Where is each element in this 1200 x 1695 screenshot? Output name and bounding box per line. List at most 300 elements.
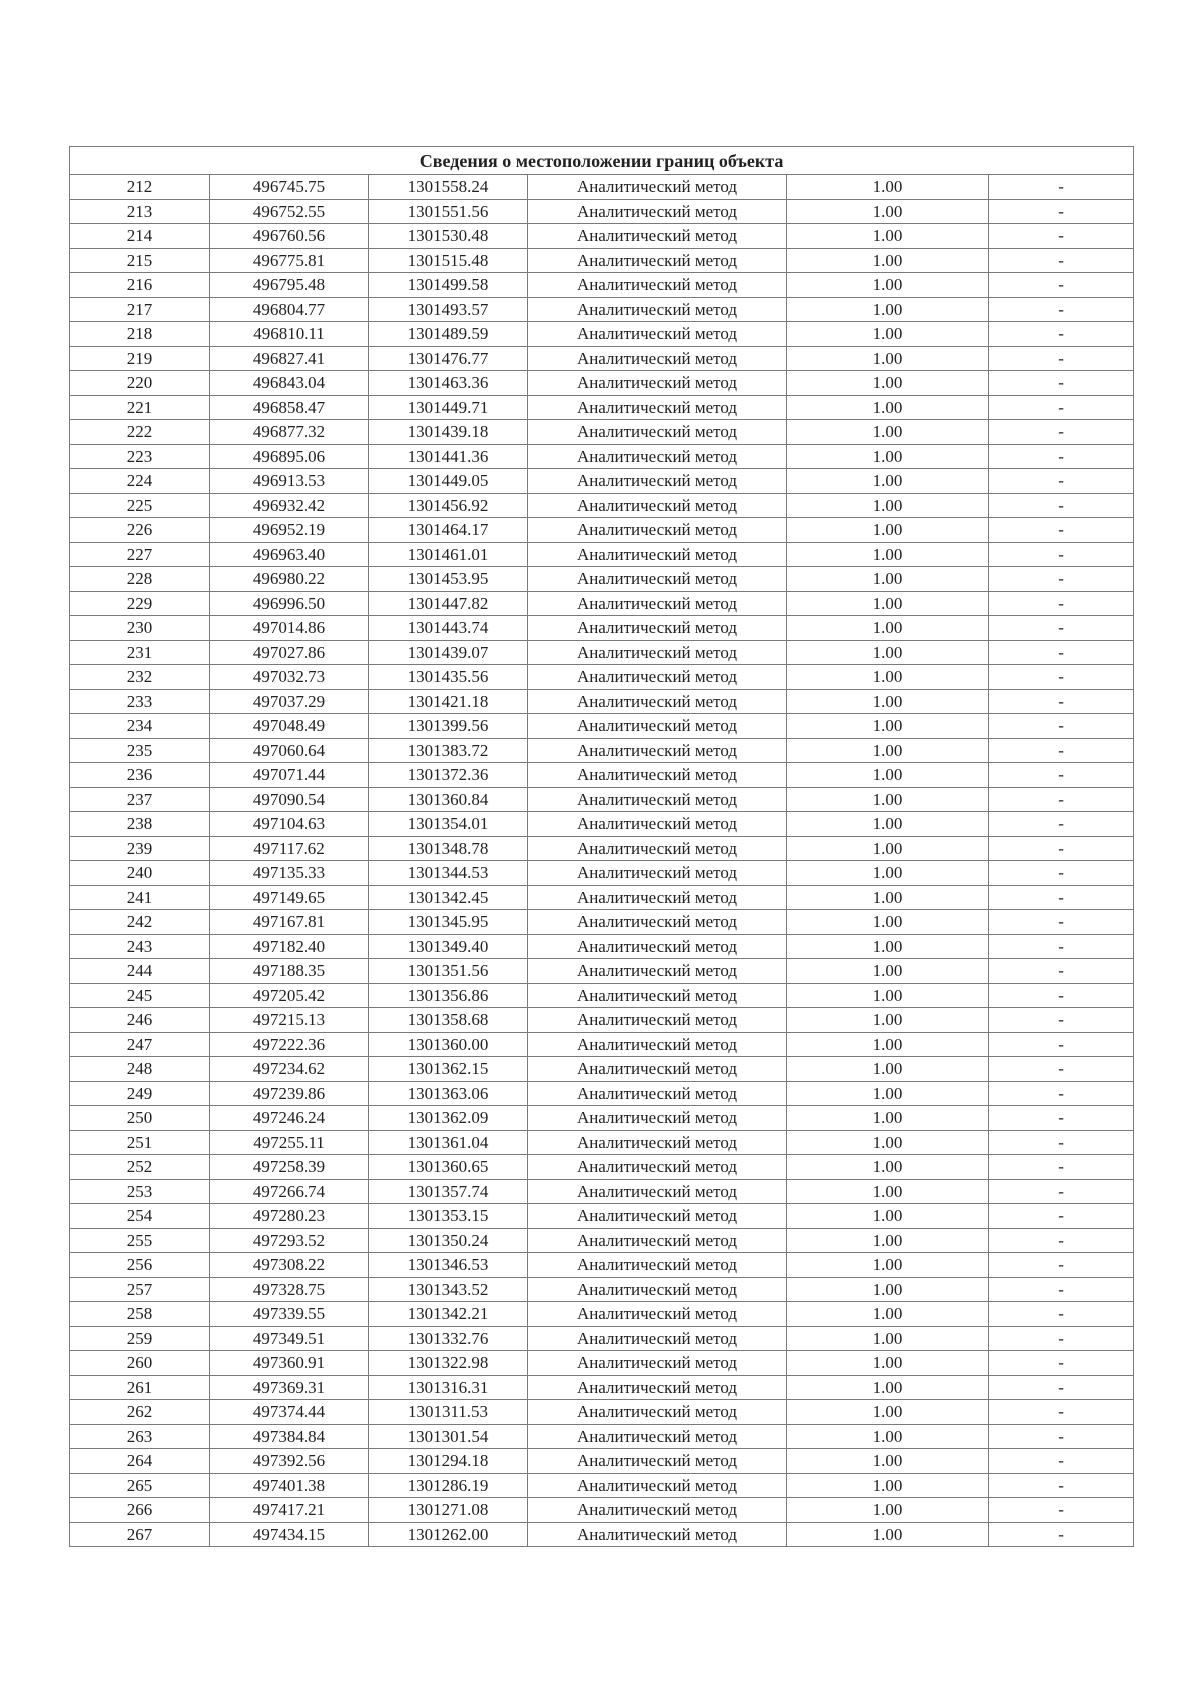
- cell-method: Аналитический метод: [528, 665, 787, 690]
- cell-description: -: [989, 1326, 1134, 1351]
- table-row: [70, 665, 1134, 690]
- cell-coord-y: 1301515.48: [369, 248, 528, 273]
- cell-method: Аналитический метод: [528, 493, 787, 518]
- cell-coord-x: 497032.73: [210, 665, 369, 690]
- table-row: [70, 1081, 1134, 1106]
- cell-coord-y: 1301360.84: [369, 787, 528, 812]
- cell-coord-y: 1301354.01: [369, 812, 528, 837]
- cell-coord-y: 1301344.53: [369, 861, 528, 886]
- cell-accuracy: 1.00: [787, 1277, 989, 1302]
- cell-point-number: 215: [70, 248, 210, 273]
- table-row: [70, 1302, 1134, 1327]
- cell-coord-y: 1301346.53: [369, 1253, 528, 1278]
- cell-coord-x: 497048.49: [210, 714, 369, 739]
- table-row: [70, 812, 1134, 837]
- cell-coord-y: 1301461.01: [369, 542, 528, 567]
- cell-coord-x: 497071.44: [210, 763, 369, 788]
- cell-coord-x: 497090.54: [210, 787, 369, 812]
- cell-description: -: [989, 910, 1134, 935]
- cell-coord-y: 1301499.58: [369, 273, 528, 298]
- cell-coord-x: 497246.24: [210, 1106, 369, 1131]
- cell-accuracy: 1.00: [787, 934, 989, 959]
- cell-description: -: [989, 395, 1134, 420]
- cell-point-number: 232: [70, 665, 210, 690]
- table-row: [70, 248, 1134, 273]
- cell-method: Аналитический метод: [528, 885, 787, 910]
- table-row: [70, 591, 1134, 616]
- cell-description: -: [989, 297, 1134, 322]
- cell-point-number: 212: [70, 175, 210, 200]
- cell-coord-y: 1301322.98: [369, 1351, 528, 1376]
- cell-accuracy: 1.00: [787, 469, 989, 494]
- cell-accuracy: 1.00: [787, 1081, 989, 1106]
- cell-point-number: 256: [70, 1253, 210, 1278]
- cell-coord-x: 497417.21: [210, 1498, 369, 1523]
- cell-point-number: 260: [70, 1351, 210, 1376]
- cell-method: Аналитический метод: [528, 763, 787, 788]
- cell-point-number: 224: [70, 469, 210, 494]
- table-row: [70, 1057, 1134, 1082]
- cell-coord-y: 1301363.06: [369, 1081, 528, 1106]
- cell-method: Аналитический метод: [528, 273, 787, 298]
- cell-accuracy: 1.00: [787, 444, 989, 469]
- cell-method: Аналитический метод: [528, 224, 787, 249]
- cell-coord-y: 1301399.56: [369, 714, 528, 739]
- cell-description: -: [989, 1473, 1134, 1498]
- cell-point-number: 227: [70, 542, 210, 567]
- table-row: [70, 518, 1134, 543]
- cell-coord-x: 497104.63: [210, 812, 369, 837]
- cell-description: -: [989, 1008, 1134, 1033]
- cell-description: -: [989, 1130, 1134, 1155]
- cell-description: -: [989, 273, 1134, 298]
- table-row: [70, 1498, 1134, 1523]
- cell-coord-y: 1301360.00: [369, 1032, 528, 1057]
- cell-accuracy: 1.00: [787, 322, 989, 347]
- cell-method: Аналитический метод: [528, 444, 787, 469]
- cell-method: Аналитический метод: [528, 1351, 787, 1376]
- table-row: [70, 738, 1134, 763]
- cell-coord-y: 1301356.86: [369, 983, 528, 1008]
- cell-method: Аналитический метод: [528, 1400, 787, 1425]
- cell-method: Аналитический метод: [528, 714, 787, 739]
- cell-description: -: [989, 787, 1134, 812]
- cell-description: -: [989, 1179, 1134, 1204]
- cell-method: Аналитический метод: [528, 518, 787, 543]
- cell-coord-x: 496895.06: [210, 444, 369, 469]
- cell-point-number: 231: [70, 640, 210, 665]
- cell-coord-y: 1301348.78: [369, 836, 528, 861]
- cell-accuracy: 1.00: [787, 346, 989, 371]
- cell-coord-y: 1301383.72: [369, 738, 528, 763]
- cell-accuracy: 1.00: [787, 1057, 989, 1082]
- cell-method: Аналитический метод: [528, 1081, 787, 1106]
- table-row: [70, 1228, 1134, 1253]
- cell-coord-x: 497215.13: [210, 1008, 369, 1033]
- cell-coord-y: 1301372.36: [369, 763, 528, 788]
- cell-point-number: 252: [70, 1155, 210, 1180]
- cell-coord-y: 1301449.71: [369, 395, 528, 420]
- table-row: [70, 885, 1134, 910]
- cell-point-number: 263: [70, 1424, 210, 1449]
- cell-accuracy: 1.00: [787, 665, 989, 690]
- cell-description: -: [989, 1400, 1134, 1425]
- cell-coord-x: 497308.22: [210, 1253, 369, 1278]
- table-row: [70, 1400, 1134, 1425]
- cell-point-number: 219: [70, 346, 210, 371]
- table-row: [70, 1522, 1134, 1547]
- cell-method: Аналитический метод: [528, 959, 787, 984]
- cell-coord-x: 497239.86: [210, 1081, 369, 1106]
- cell-point-number: 228: [70, 567, 210, 592]
- cell-coord-y: 1301551.56: [369, 199, 528, 224]
- cell-description: -: [989, 1375, 1134, 1400]
- table-row: [70, 1032, 1134, 1057]
- cell-description: -: [989, 714, 1134, 739]
- cell-accuracy: 1.00: [787, 763, 989, 788]
- cell-coord-x: 497060.64: [210, 738, 369, 763]
- cell-point-number: 237: [70, 787, 210, 812]
- table-row: [70, 444, 1134, 469]
- cell-description: -: [989, 861, 1134, 886]
- cell-coord-x: 497360.91: [210, 1351, 369, 1376]
- table-row: [70, 199, 1134, 224]
- table-row: [70, 1155, 1134, 1180]
- cell-method: Аналитический метод: [528, 1522, 787, 1547]
- table-row: [70, 322, 1134, 347]
- cell-accuracy: 1.00: [787, 542, 989, 567]
- cell-method: Аналитический метод: [528, 983, 787, 1008]
- cell-coord-y: 1301435.56: [369, 665, 528, 690]
- cell-point-number: 247: [70, 1032, 210, 1057]
- cell-accuracy: 1.00: [787, 910, 989, 935]
- cell-coord-x: 497222.36: [210, 1032, 369, 1057]
- cell-accuracy: 1.00: [787, 420, 989, 445]
- table-row: [70, 1473, 1134, 1498]
- cell-accuracy: 1.00: [787, 1424, 989, 1449]
- table-row: [70, 959, 1134, 984]
- cell-method: Аналитический метод: [528, 1155, 787, 1180]
- cell-description: -: [989, 763, 1134, 788]
- cell-description: -: [989, 469, 1134, 494]
- cell-description: -: [989, 1424, 1134, 1449]
- cell-accuracy: 1.00: [787, 1326, 989, 1351]
- cell-point-number: 245: [70, 983, 210, 1008]
- cell-accuracy: 1.00: [787, 1522, 989, 1547]
- cell-point-number: 233: [70, 689, 210, 714]
- cell-method: Аналитический метод: [528, 1424, 787, 1449]
- cell-accuracy: 1.00: [787, 1008, 989, 1033]
- cell-coord-y: 1301349.40: [369, 934, 528, 959]
- cell-accuracy: 1.00: [787, 1400, 989, 1425]
- cell-coord-x: 496843.04: [210, 371, 369, 396]
- cell-description: -: [989, 665, 1134, 690]
- cell-point-number: 259: [70, 1326, 210, 1351]
- cell-method: Аналитический метод: [528, 420, 787, 445]
- cell-coord-x: 496810.11: [210, 322, 369, 347]
- table-row: [70, 395, 1134, 420]
- cell-accuracy: 1.00: [787, 297, 989, 322]
- table-row: [70, 763, 1134, 788]
- cell-description: -: [989, 1155, 1134, 1180]
- cell-accuracy: 1.00: [787, 1032, 989, 1057]
- cell-coord-y: 1301441.36: [369, 444, 528, 469]
- cell-description: -: [989, 934, 1134, 959]
- cell-description: -: [989, 371, 1134, 396]
- table-row: [70, 175, 1134, 200]
- table-row: [70, 714, 1134, 739]
- cell-coord-y: 1301530.48: [369, 224, 528, 249]
- table-row: [70, 371, 1134, 396]
- cell-coord-y: 1301360.65: [369, 1155, 528, 1180]
- cell-accuracy: 1.00: [787, 861, 989, 886]
- cell-coord-y: 1301449.05: [369, 469, 528, 494]
- table-row: [70, 1375, 1134, 1400]
- cell-coord-x: 497339.55: [210, 1302, 369, 1327]
- cell-description: -: [989, 1032, 1134, 1057]
- cell-coord-y: 1301558.24: [369, 175, 528, 200]
- cell-point-number: 226: [70, 518, 210, 543]
- cell-accuracy: 1.00: [787, 640, 989, 665]
- cell-point-number: 236: [70, 763, 210, 788]
- cell-description: -: [989, 836, 1134, 861]
- cell-coord-y: 1301345.95: [369, 910, 528, 935]
- cell-coord-x: 497280.23: [210, 1204, 369, 1229]
- boundary-coordinates-table: [69, 146, 1134, 1547]
- table-row: [70, 542, 1134, 567]
- cell-point-number: 229: [70, 591, 210, 616]
- cell-coord-y: 1301493.57: [369, 297, 528, 322]
- cell-accuracy: 1.00: [787, 787, 989, 812]
- cell-coord-y: 1301316.31: [369, 1375, 528, 1400]
- table-row: [70, 1277, 1134, 1302]
- cell-accuracy: 1.00: [787, 1106, 989, 1131]
- cell-accuracy: 1.00: [787, 616, 989, 641]
- cell-point-number: 255: [70, 1228, 210, 1253]
- cell-coord-x: 497258.39: [210, 1155, 369, 1180]
- cell-description: -: [989, 1522, 1134, 1547]
- cell-point-number: 242: [70, 910, 210, 935]
- cell-coord-x: 497182.40: [210, 934, 369, 959]
- cell-method: Аналитический метод: [528, 322, 787, 347]
- cell-accuracy: 1.00: [787, 714, 989, 739]
- cell-method: Аналитический метод: [528, 738, 787, 763]
- cell-description: -: [989, 616, 1134, 641]
- cell-coord-x: 497167.81: [210, 910, 369, 935]
- cell-coord-x: 496932.42: [210, 493, 369, 518]
- cell-coord-y: 1301464.17: [369, 518, 528, 543]
- cell-accuracy: 1.00: [787, 273, 989, 298]
- table-row: [70, 567, 1134, 592]
- cell-point-number: 241: [70, 885, 210, 910]
- cell-point-number: 239: [70, 836, 210, 861]
- cell-coord-x: 497027.86: [210, 640, 369, 665]
- cell-method: Аналитический метод: [528, 567, 787, 592]
- cell-coord-x: 497392.56: [210, 1449, 369, 1474]
- cell-method: Аналитический метод: [528, 1253, 787, 1278]
- cell-point-number: 253: [70, 1179, 210, 1204]
- cell-coord-y: 1301294.18: [369, 1449, 528, 1474]
- cell-coord-x: 496877.32: [210, 420, 369, 445]
- cell-coord-y: 1301301.54: [369, 1424, 528, 1449]
- cell-description: -: [989, 1277, 1134, 1302]
- cell-accuracy: 1.00: [787, 689, 989, 714]
- cell-method: Аналитический метод: [528, 616, 787, 641]
- cell-method: Аналитический метод: [528, 1302, 787, 1327]
- table-row: [70, 640, 1134, 665]
- cell-description: -: [989, 420, 1134, 445]
- cell-description: -: [989, 567, 1134, 592]
- cell-point-number: 223: [70, 444, 210, 469]
- cell-accuracy: 1.00: [787, 1179, 989, 1204]
- cell-accuracy: 1.00: [787, 1351, 989, 1376]
- cell-description: -: [989, 248, 1134, 273]
- cell-description: -: [989, 959, 1134, 984]
- table-row: [70, 273, 1134, 298]
- cell-accuracy: 1.00: [787, 1473, 989, 1498]
- cell-method: Аналитический метод: [528, 469, 787, 494]
- cell-coord-x: 497434.15: [210, 1522, 369, 1547]
- cell-description: -: [989, 1228, 1134, 1253]
- cell-coord-x: 497266.74: [210, 1179, 369, 1204]
- cell-coord-y: 1301311.53: [369, 1400, 528, 1425]
- cell-method: Аналитический метод: [528, 640, 787, 665]
- cell-point-number: 265: [70, 1473, 210, 1498]
- cell-coord-x: 496827.41: [210, 346, 369, 371]
- cell-coord-y: 1301463.36: [369, 371, 528, 396]
- cell-accuracy: 1.00: [787, 1449, 989, 1474]
- table-row: [70, 1253, 1134, 1278]
- table-row: [70, 1179, 1134, 1204]
- cell-coord-y: 1301362.09: [369, 1106, 528, 1131]
- cell-description: -: [989, 1106, 1134, 1131]
- cell-coord-x: 496963.40: [210, 542, 369, 567]
- cell-coord-x: 496795.48: [210, 273, 369, 298]
- table-row: [70, 224, 1134, 249]
- cell-accuracy: 1.00: [787, 1302, 989, 1327]
- table-row: [70, 1204, 1134, 1229]
- cell-point-number: 216: [70, 273, 210, 298]
- cell-accuracy: 1.00: [787, 1204, 989, 1229]
- cell-description: -: [989, 518, 1134, 543]
- cell-coord-x: 496980.22: [210, 567, 369, 592]
- cell-method: Аналитический метод: [528, 1375, 787, 1400]
- cell-coord-y: 1301456.92: [369, 493, 528, 518]
- cell-point-number: 264: [70, 1449, 210, 1474]
- cell-point-number: 230: [70, 616, 210, 641]
- table-row: [70, 1106, 1134, 1131]
- cell-coord-x: 497374.44: [210, 1400, 369, 1425]
- cell-description: -: [989, 1351, 1134, 1376]
- cell-method: Аналитический метод: [528, 1228, 787, 1253]
- table-row: [70, 689, 1134, 714]
- cell-accuracy: 1.00: [787, 1375, 989, 1400]
- cell-method: Аналитический метод: [528, 934, 787, 959]
- cell-accuracy: 1.00: [787, 248, 989, 273]
- cell-point-number: 222: [70, 420, 210, 445]
- cell-coord-y: 1301489.59: [369, 322, 528, 347]
- cell-point-number: 249: [70, 1081, 210, 1106]
- cell-coord-y: 1301286.19: [369, 1473, 528, 1498]
- cell-coord-y: 1301362.15: [369, 1057, 528, 1082]
- cell-method: Аналитический метод: [528, 1326, 787, 1351]
- cell-point-number: 234: [70, 714, 210, 739]
- cell-coord-y: 1301342.45: [369, 885, 528, 910]
- cell-coord-x: 496745.75: [210, 175, 369, 200]
- cell-coord-x: 497135.33: [210, 861, 369, 886]
- cell-description: -: [989, 1057, 1134, 1082]
- table-row: [70, 934, 1134, 959]
- cell-description: -: [989, 542, 1134, 567]
- cell-point-number: 220: [70, 371, 210, 396]
- cell-point-number: 217: [70, 297, 210, 322]
- cell-method: Аналитический метод: [528, 371, 787, 396]
- cell-coord-x: 497349.51: [210, 1326, 369, 1351]
- cell-point-number: 246: [70, 1008, 210, 1033]
- cell-method: Аналитический метод: [528, 1032, 787, 1057]
- cell-coord-x: 497234.62: [210, 1057, 369, 1082]
- cell-accuracy: 1.00: [787, 885, 989, 910]
- cell-coord-x: 497149.65: [210, 885, 369, 910]
- table-row: [70, 420, 1134, 445]
- cell-description: -: [989, 444, 1134, 469]
- table-row: [70, 297, 1134, 322]
- cell-method: Аналитический метод: [528, 542, 787, 567]
- cell-point-number: 257: [70, 1277, 210, 1302]
- cell-accuracy: 1.00: [787, 175, 989, 200]
- cell-point-number: 266: [70, 1498, 210, 1523]
- table-row: [70, 1351, 1134, 1376]
- cell-description: -: [989, 1302, 1134, 1327]
- cell-accuracy: 1.00: [787, 371, 989, 396]
- cell-point-number: 262: [70, 1400, 210, 1425]
- cell-accuracy: 1.00: [787, 836, 989, 861]
- cell-description: -: [989, 885, 1134, 910]
- cell-method: Аналитический метод: [528, 395, 787, 420]
- cell-coord-x: 496996.50: [210, 591, 369, 616]
- cell-method: Аналитический метод: [528, 1277, 787, 1302]
- cell-accuracy: 1.00: [787, 1155, 989, 1180]
- table-row: [70, 1326, 1134, 1351]
- cell-method: Аналитический метод: [528, 1057, 787, 1082]
- cell-method: Аналитический метод: [528, 1473, 787, 1498]
- cell-description: -: [989, 1081, 1134, 1106]
- cell-method: Аналитический метод: [528, 199, 787, 224]
- cell-method: Аналитический метод: [528, 1130, 787, 1155]
- cell-accuracy: 1.00: [787, 518, 989, 543]
- cell-point-number: 267: [70, 1522, 210, 1547]
- cell-method: Аналитический метод: [528, 1449, 787, 1474]
- cell-coord-x: 497401.38: [210, 1473, 369, 1498]
- cell-coord-x: 497328.75: [210, 1277, 369, 1302]
- cell-accuracy: 1.00: [787, 1498, 989, 1523]
- cell-description: -: [989, 224, 1134, 249]
- cell-point-number: 225: [70, 493, 210, 518]
- cell-description: -: [989, 812, 1134, 837]
- cell-coord-x: 496752.55: [210, 199, 369, 224]
- cell-description: -: [989, 738, 1134, 763]
- cell-description: -: [989, 1253, 1134, 1278]
- table-body: [70, 147, 1134, 1547]
- cell-coord-y: 1301343.52: [369, 1277, 528, 1302]
- cell-method: Аналитический метод: [528, 175, 787, 200]
- cell-coord-y: 1301271.08: [369, 1498, 528, 1523]
- table-row: [70, 836, 1134, 861]
- cell-accuracy: 1.00: [787, 983, 989, 1008]
- cell-point-number: 248: [70, 1057, 210, 1082]
- cell-coord-x: 496804.77: [210, 297, 369, 322]
- table-row: [70, 983, 1134, 1008]
